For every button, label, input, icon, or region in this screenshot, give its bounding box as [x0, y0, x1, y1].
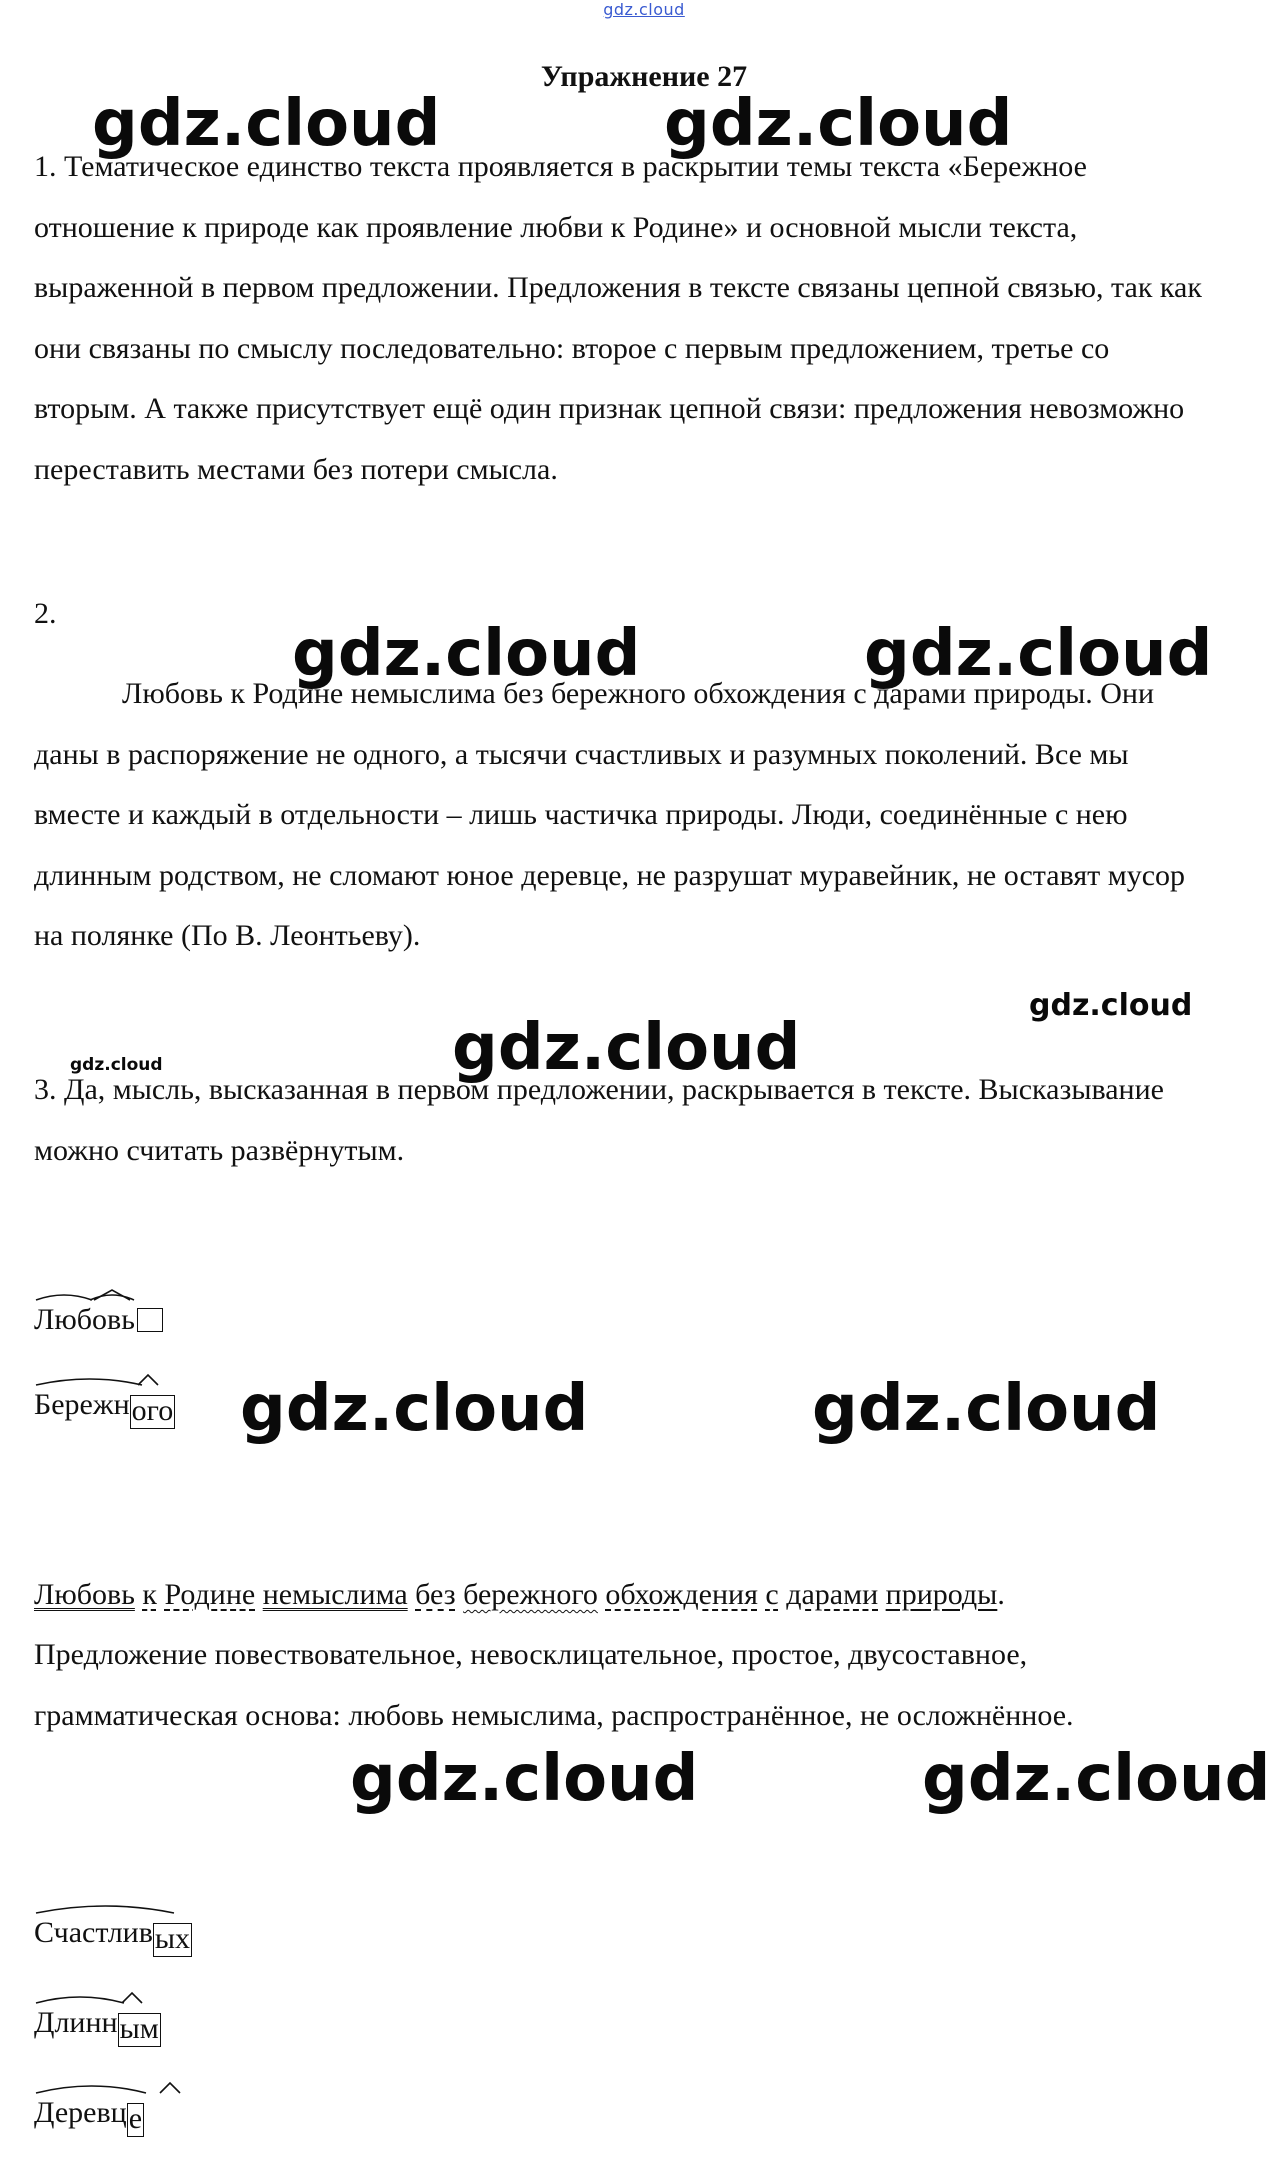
stem: Длинн — [34, 2006, 118, 2039]
ending-box: ых — [154, 1922, 191, 1955]
answer-2-text: Любовь к Родине немыслима без бережного обхождения с дарами природы. Они даны в распоряжение не одного, а тысячи счастливых и разумных поколений. Все мы вместе и каждый в отдельности – лишь частичка природы. Люди, соединённые с нею длинным родством, не сломают юное деревце, не разрушат муравейник, не оставят мусор на полянке (По В. Леонтьеву). — [34, 677, 1186, 952]
watermark: gdz.cloud — [812, 1372, 1161, 1446]
sentence-description: Предложение повествовательное, невосклицательное, простое, двусоставное, грамматическая основа: любовь немыслима, распространённое, не осложнённое. — [34, 1638, 1074, 1732]
subject: Любовь — [34, 1578, 135, 1611]
morpheme-marks — [34, 1371, 234, 1391]
stem: Счастлив — [34, 1916, 153, 1949]
answer-2-number: 2. — [34, 597, 57, 630]
morpheme-analysis-berezhnogo — [34, 1385, 175, 1437]
morpheme-analysis-lyubov — [34, 1300, 163, 1352]
morpheme-marks — [34, 1899, 254, 1919]
watermark: gdz.cloud — [664, 87, 1013, 161]
predicate: немыслима — [262, 1578, 408, 1611]
watermark: gdz.cloud — [1029, 988, 1193, 1023]
answer-3: 3. Да, мысль, высказанная в первом предложении, раскрывается в тексте. Высказывание можно считать развёрнутым. — [34, 1073, 1164, 1167]
top-watermark-link[interactable]: gdz.cloud — [603, 0, 685, 19]
word: обхождения — [605, 1578, 758, 1611]
watermark: gdz.cloud — [350, 1742, 699, 1816]
word: к — [142, 1578, 157, 1611]
stem: Деревц — [34, 2096, 127, 2129]
zero-ending-box — [137, 1308, 163, 1332]
answer-1: 1. Тематическое единство текста проявляется в раскрытии темы текста «Бережное отношение к природе как проявление любви к Родине» и основной мысли текста, выраженной в первом предложении. Предложения в тексте связаны цепной связью, так как они связаны по смыслу последовательно: второе с первым предложением, третье со вторым. А также присутствует ещё один признак цепной связи: предложения невозможно переставить местами без потери смысла. — [34, 150, 1202, 486]
word: дарами — [786, 1578, 879, 1611]
morpheme-analysis-schastlivykh — [34, 1913, 192, 1965]
ending-box: ого — [131, 1394, 174, 1427]
watermark: gdz.cloud — [452, 1011, 801, 1085]
word: бережного — [463, 1578, 598, 1611]
morpheme-marks — [34, 2079, 234, 2099]
word: Родине — [164, 1578, 256, 1611]
stem: Бережн — [34, 1388, 130, 1421]
watermark: gdz.cloud — [292, 617, 641, 691]
word: природы — [885, 1578, 998, 1611]
watermark: gdz.cloud — [864, 617, 1213, 691]
ending-box: ым — [119, 2012, 159, 2045]
sentence-parse — [34, 1565, 1214, 1625]
watermark: gdz.cloud — [70, 1055, 163, 1075]
morpheme-analysis-derevtse — [34, 2093, 144, 2145]
watermark: gdz.cloud — [92, 87, 441, 161]
ending-box: е — [128, 2102, 143, 2135]
word: без — [415, 1578, 456, 1611]
morpheme-analysis-dlinnym — [34, 2003, 161, 2055]
word: с — [765, 1578, 779, 1611]
period: . — [997, 1578, 1005, 1611]
word: Любовь — [34, 1303, 135, 1336]
page-title: Упражнение 27 — [540, 60, 748, 93]
morpheme-marks — [34, 1989, 234, 2009]
watermark: gdz.cloud — [240, 1372, 589, 1446]
watermark: gdz.cloud — [922, 1742, 1271, 1816]
morpheme-marks — [34, 1286, 164, 1306]
